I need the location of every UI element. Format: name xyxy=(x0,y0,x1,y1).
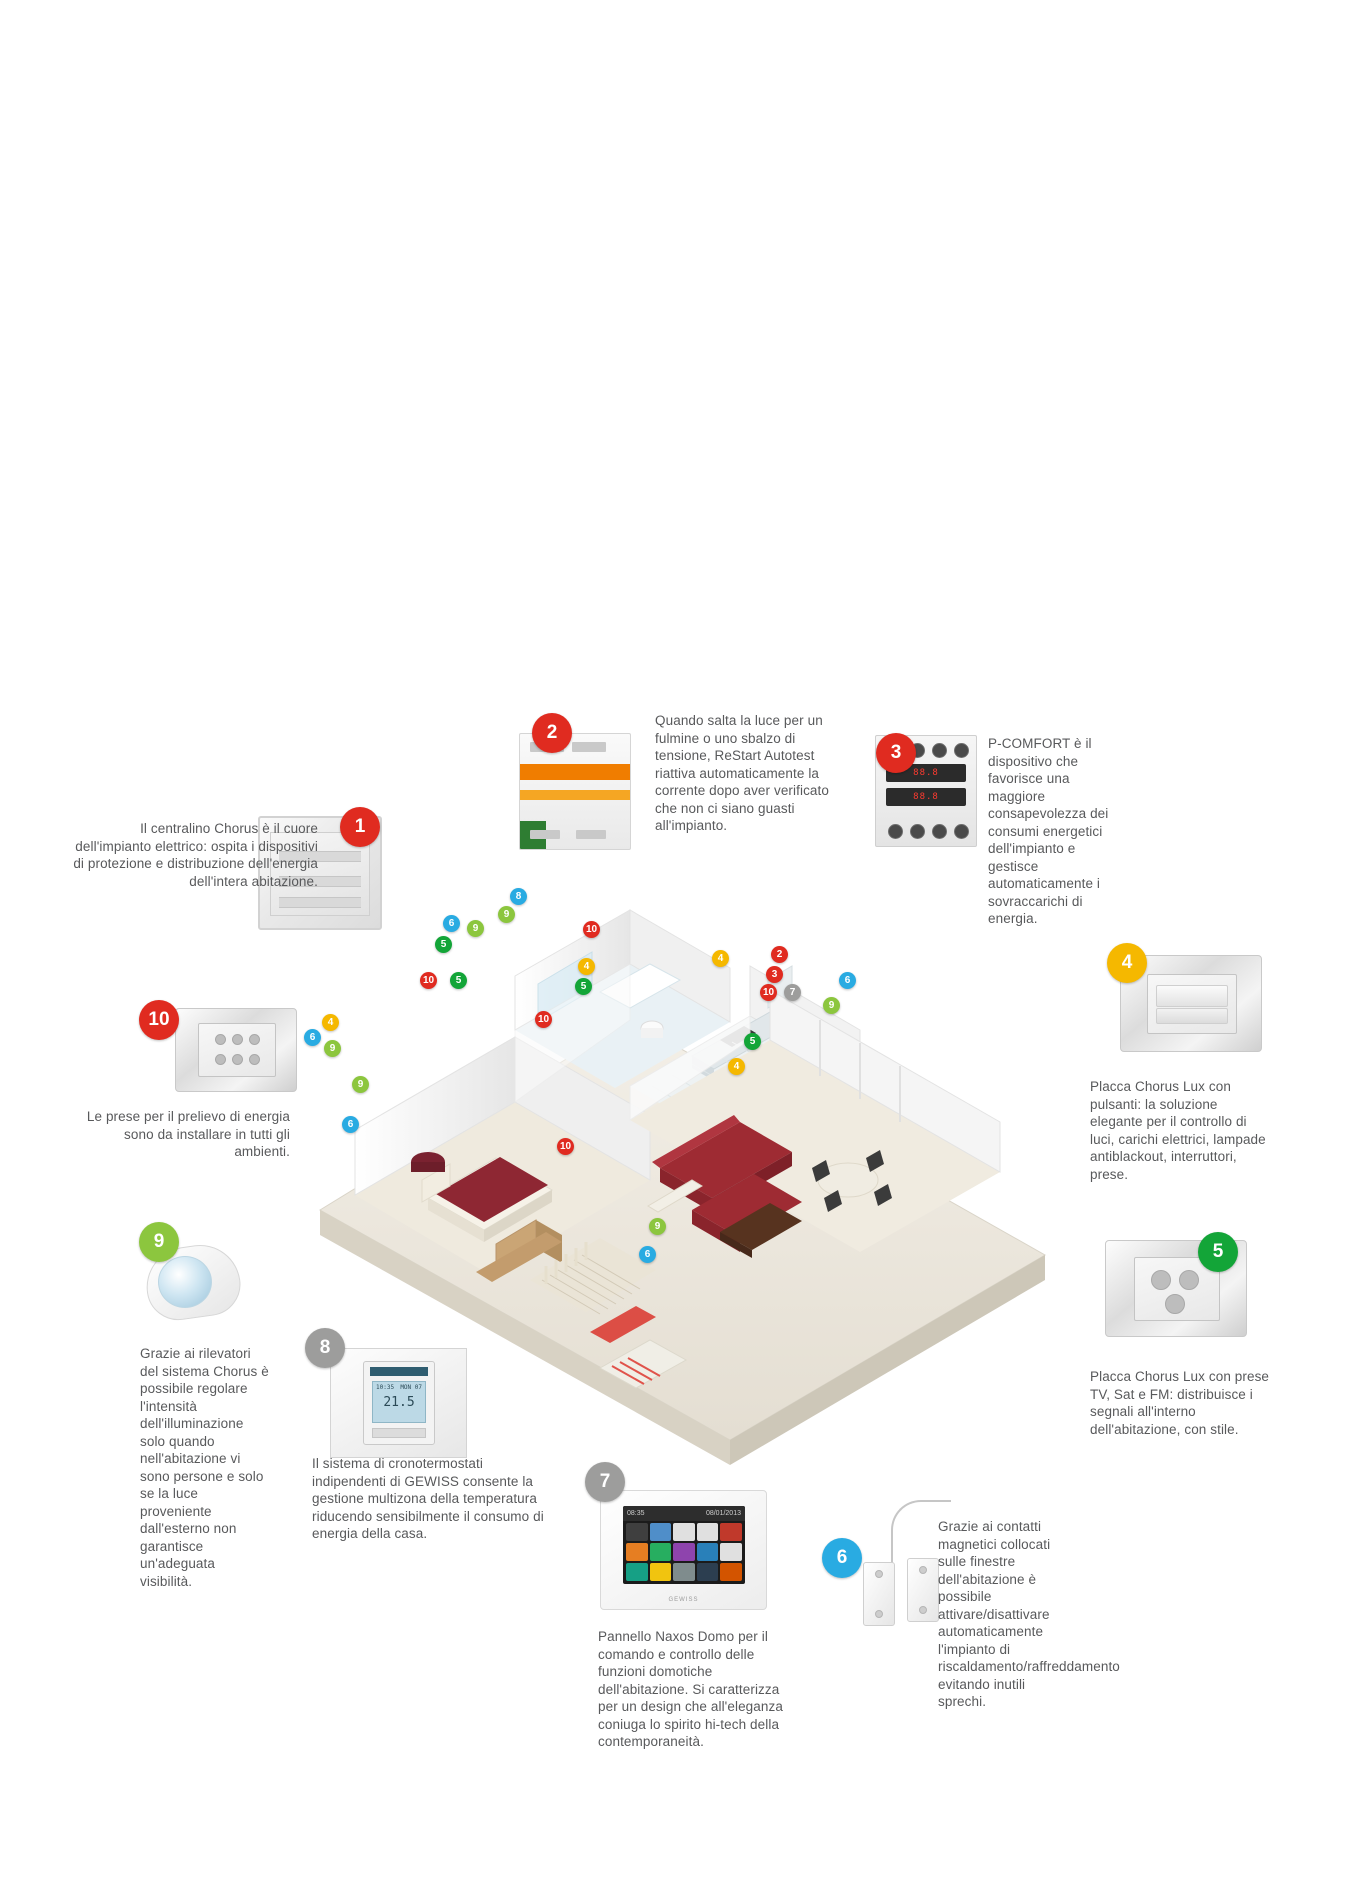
callout-text-4: Placca Chorus Lux con pulsanti: la soluzione elegante per il controllo di luci, carichi elettrici, lampade antiblackout, interruttori, prese. xyxy=(1090,1079,1266,1182)
house-marker-9: 9 xyxy=(352,1076,369,1093)
callout-badge-2 xyxy=(532,713,572,753)
callout-number-4: 4 xyxy=(1121,952,1133,973)
product-photo-presa xyxy=(175,1008,297,1092)
callout-number-2: 2 xyxy=(546,722,558,743)
naxos-tile[interactable] xyxy=(720,1563,742,1581)
house-marker-9: 9 xyxy=(823,997,840,1014)
callout-number-7: 7 xyxy=(599,1471,611,1492)
house-marker-3: 3 xyxy=(766,966,783,983)
house-isometric-illustration xyxy=(300,880,1060,1540)
callout-number-1: 1 xyxy=(354,816,366,837)
callout-number-10: 10 xyxy=(148,1009,170,1030)
callout-text-6: Grazie ai contatti magnetici collocati sulle finestre dell'abitazione è possibile attivare/disattivare automaticamente l'impianto di riscaldamento/raffreddamento evitando inutili sprechi. xyxy=(938,1519,1120,1709)
house-marker-2: 2 xyxy=(771,946,788,963)
callout-text-9: Grazie ai rilevatori del sistema Chorus è possibile regolare l'intensità dell'illuminazione solo quando nell'abitazione vi sono persone e solo se la luce proveniente dall'esterno non garantisce un'adeguata visibilità. xyxy=(140,1346,269,1589)
naxos-tile[interactable] xyxy=(650,1563,672,1581)
callout-badge-8 xyxy=(305,1328,345,1368)
callout-number-8: 8 xyxy=(319,1337,331,1358)
naxos-brand: GEWISS xyxy=(668,1597,699,1603)
house-marker-10: 10 xyxy=(557,1138,574,1155)
callout-badge-3 xyxy=(876,733,916,773)
house-marker-6: 6 xyxy=(342,1116,359,1133)
callout-text-7: Pannello Naxos Domo per il comando e controllo delle funzioni domotiche dell'abitazione. Si caratterizza per un design che all'eleganza coniuga lo spirito hi-tech della contemporaneità. xyxy=(598,1629,783,1749)
naxos-tile[interactable] xyxy=(720,1543,742,1561)
callout-badge-10 xyxy=(139,1000,179,1040)
house-marker-10: 10 xyxy=(420,972,437,989)
house-marker-6: 6 xyxy=(443,915,460,932)
naxos-tile[interactable] xyxy=(626,1563,648,1581)
pcomfort-display-line2: 88.8 xyxy=(913,792,939,802)
callout-badge-4 xyxy=(1107,943,1147,983)
house-marker-9: 9 xyxy=(498,906,515,923)
house-marker-4: 4 xyxy=(578,958,595,975)
naxos-tile[interactable] xyxy=(650,1543,672,1561)
callout-badge-1 xyxy=(340,807,380,847)
house-marker-9: 9 xyxy=(649,1218,666,1235)
naxos-tile[interactable] xyxy=(697,1543,719,1561)
naxos-status-date: 08/01/2013 xyxy=(705,1510,741,1517)
naxos-tile[interactable] xyxy=(673,1543,695,1561)
thermostat-date: MON 07 xyxy=(400,1384,422,1391)
callout-number-3: 3 xyxy=(890,742,902,763)
house-marker-10: 10 xyxy=(535,1011,552,1028)
callout-text-2: Quando salta la luce per un fulmine o uno sbalzo di tensione, ReStart Autotest riattiva automaticamente la corrente dopo aver verificato che non ci siano guasti all'impianto. xyxy=(655,713,829,833)
house-marker-6: 6 xyxy=(639,1246,656,1263)
callout-text-10: Le prese per il prelievo di energia sono da installare in tutti gli ambienti. xyxy=(86,1109,290,1159)
house-marker-9: 9 xyxy=(324,1040,341,1057)
thermostat-time: 10:35 xyxy=(376,1384,395,1391)
house-marker-5: 5 xyxy=(744,1033,761,1050)
house-marker-7: 7 xyxy=(784,984,801,1001)
house-marker-5: 5 xyxy=(575,978,592,995)
callout-badge-7 xyxy=(585,1462,625,1502)
house-marker-6: 6 xyxy=(839,972,856,989)
house-marker-9: 9 xyxy=(467,920,484,937)
callout-number-6: 6 xyxy=(836,1547,848,1568)
house-marker-4: 4 xyxy=(712,950,729,967)
callout-badge-5 xyxy=(1198,1232,1238,1272)
callout-number-5: 5 xyxy=(1212,1241,1224,1262)
house-marker-6: 6 xyxy=(304,1029,321,1046)
house-marker-10: 10 xyxy=(760,984,777,1001)
callout-text-8: Il sistema di cronotermostati indipendenti di GEWISS consente la gestione multizona della temperatura riducendo sensibilmente il consumo di energia della casa. xyxy=(312,1456,544,1541)
house-marker-4: 4 xyxy=(728,1058,745,1075)
naxos-status-time: 08:35 xyxy=(627,1510,645,1517)
house-marker-10: 10 xyxy=(583,921,600,938)
house-marker-5: 5 xyxy=(435,936,452,953)
naxos-tile[interactable] xyxy=(673,1563,695,1581)
callout-text-3: P-COMFORT è il dispositivo che favorisce una maggiore consapevolezza dei consumi energetici dell'impianto e gestisce automaticamente i sovraccarichi di energia. xyxy=(988,736,1109,926)
house-marker-5: 5 xyxy=(450,972,467,989)
house-marker-4: 4 xyxy=(322,1014,339,1031)
callout-badge-6 xyxy=(822,1538,862,1578)
naxos-tile[interactable] xyxy=(626,1543,648,1561)
pcomfort-display-line1: 88.8 xyxy=(913,768,939,778)
thermostat-temp: 21.5 xyxy=(383,1395,415,1410)
callout-text-1: Il centralino Chorus è il cuore dell'impianto elettrico: ospita i dispositivi di protezione e distribuzione dell'energia dell'intera abitazione. xyxy=(73,821,318,889)
callout-number-9: 9 xyxy=(153,1231,165,1252)
naxos-tile[interactable] xyxy=(697,1563,719,1581)
product-photo-restart xyxy=(519,733,631,850)
house-marker-8: 8 xyxy=(510,888,527,905)
callout-text-5: Placca Chorus Lux con prese TV, Sat e FM: distribuisce i segnali all'interno dell'abitazione, con stile. xyxy=(1090,1369,1270,1437)
callout-badge-9 xyxy=(139,1222,179,1262)
